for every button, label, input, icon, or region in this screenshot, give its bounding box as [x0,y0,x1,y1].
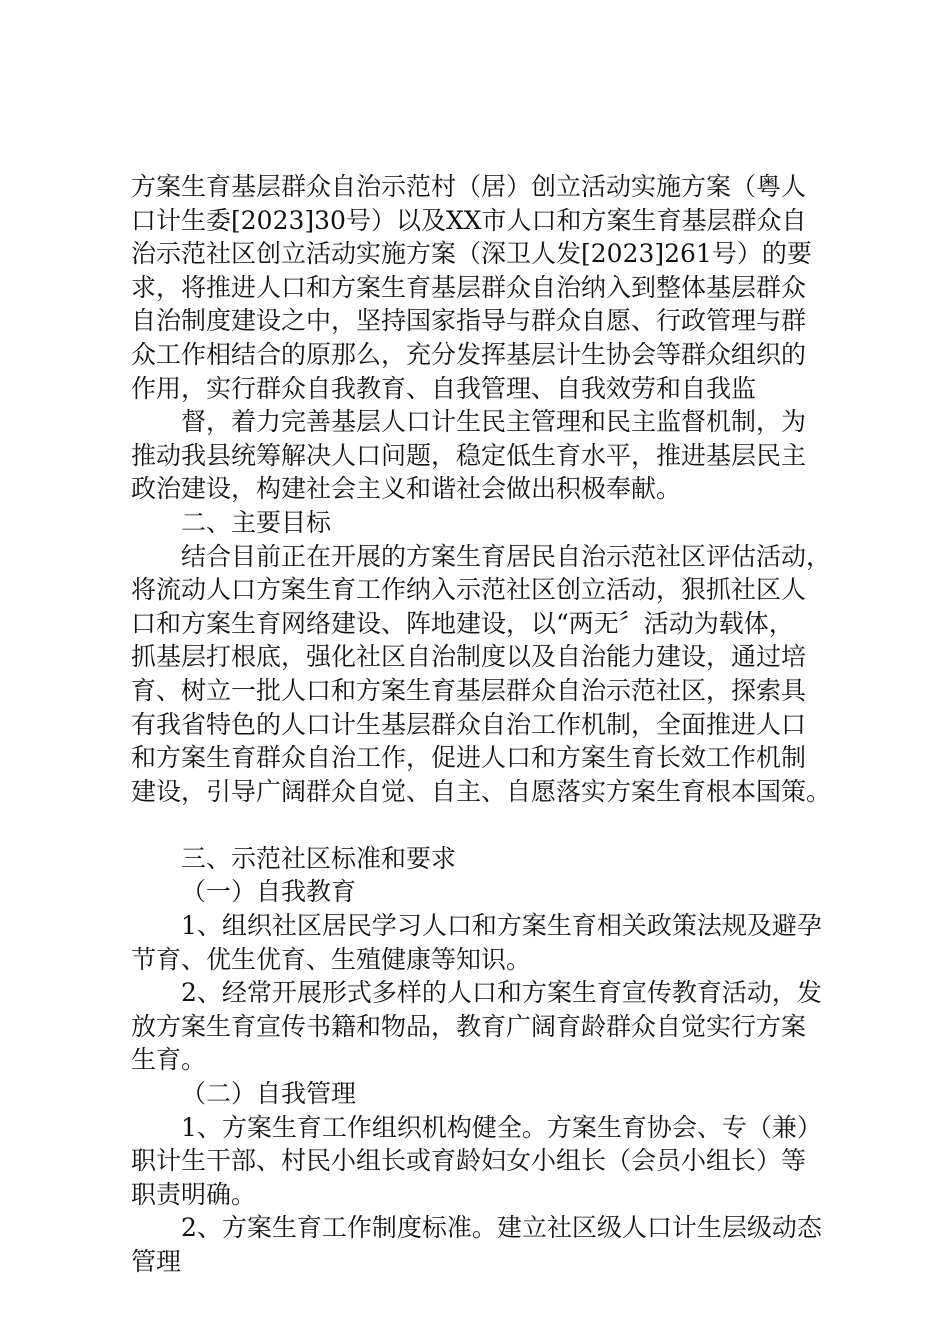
text-line: 督，着力完善基层人口计生民主管理和民主监督机制，为 [181,407,807,437]
text-line: 方案生育基层群众自治示范村（居）创立活动实施方案（粤人 [131,172,807,201]
text-line: 众工作相结合的原那么，充分发挥基层计生协会等群众组织的 [131,339,807,369]
text-line: 三、示范社区标准和要求 [181,843,457,873]
text-line: 建设，引导广阔群众自觉、自主、自愿落实方案生育根本国策。 [131,776,832,806]
text-line: 二、主要目标 [181,507,332,537]
blank-line [131,808,831,842]
text-line: （一）自我教育 [181,877,357,907]
text-line: 2、方案生育工作制度标准。建立社区级人口计生层级动态 [181,1213,822,1243]
text-line: 节育、优生优育、生殖健康等知识。 [131,944,532,974]
text-line: 推动我县统筹解决人口问题，稳定低生育水平，推进基层民主 [131,440,807,470]
text-line: 有我省特色的人口计生基层群众自治工作机制，全面推进人口 [131,709,807,739]
text-line: 自治制度建设之中，坚持国家指导与群众自愿、行政管理与群 [131,306,807,336]
text-line: 生育。 [131,1045,207,1075]
text-line: 口计生委[2023]30号）以及XX市人口和方案生育基层群众自 [131,205,807,235]
text-line: 职责明确。 [131,1179,257,1209]
text-line: 育、树立一批人口和方案生育基层群众自治示范社区，探索具 [131,675,807,705]
text-line: 将流动人口方案生育工作纳入示范社区创立活动，狠抓社区人 [131,575,807,605]
text-line: 治示范社区创立活动实施方案（深卫人发[2023]261号）的要 [131,239,812,269]
text-line: 求，将推进人口和方案生育基层群众自治纳入到整体基层群众 [131,272,807,302]
text-line: （二）自我管理 [181,1079,357,1109]
text-line: 结合目前正在开展的方案生育居民自治示范社区评估活动， [181,541,832,571]
text-line: 作用，实行群众自我教育、自我管理、自我效劳和自我监 [131,373,757,403]
text-line: 管理 [131,1247,182,1276]
text-line: 放方案生育宣传书籍和物品，教育广阔育龄群众自觉实行方案 [131,1011,807,1041]
text-line: 1、方案生育工作组织机构健全。方案生育协会、专（兼） [181,1112,822,1142]
text-line: 政治建设，构建社会主义和谐社会做出积极奉献。 [131,474,682,504]
text-line: 2、经常开展形式多样的人口和方案生育宣传教育活动，发 [181,978,822,1008]
text-line: 口和方案生育网络建设、阵地建设，以“两无〞活动为载体， [131,608,794,638]
text-line: 抓基层打根底，强化社区自治制度以及自治能力建设，通过培 [131,642,807,672]
text-line: 1、组织社区居民学习人口和方案生育相关政策法规及避孕 [181,911,822,941]
text-line: 职计生干部、村民小组长或育龄妇女小组长（会员小组长）等 [131,1146,807,1176]
document-body [131,170,831,1279]
text-line: 和方案生育群众自治工作，促进人口和方案生育长效工作机制 [131,743,807,773]
